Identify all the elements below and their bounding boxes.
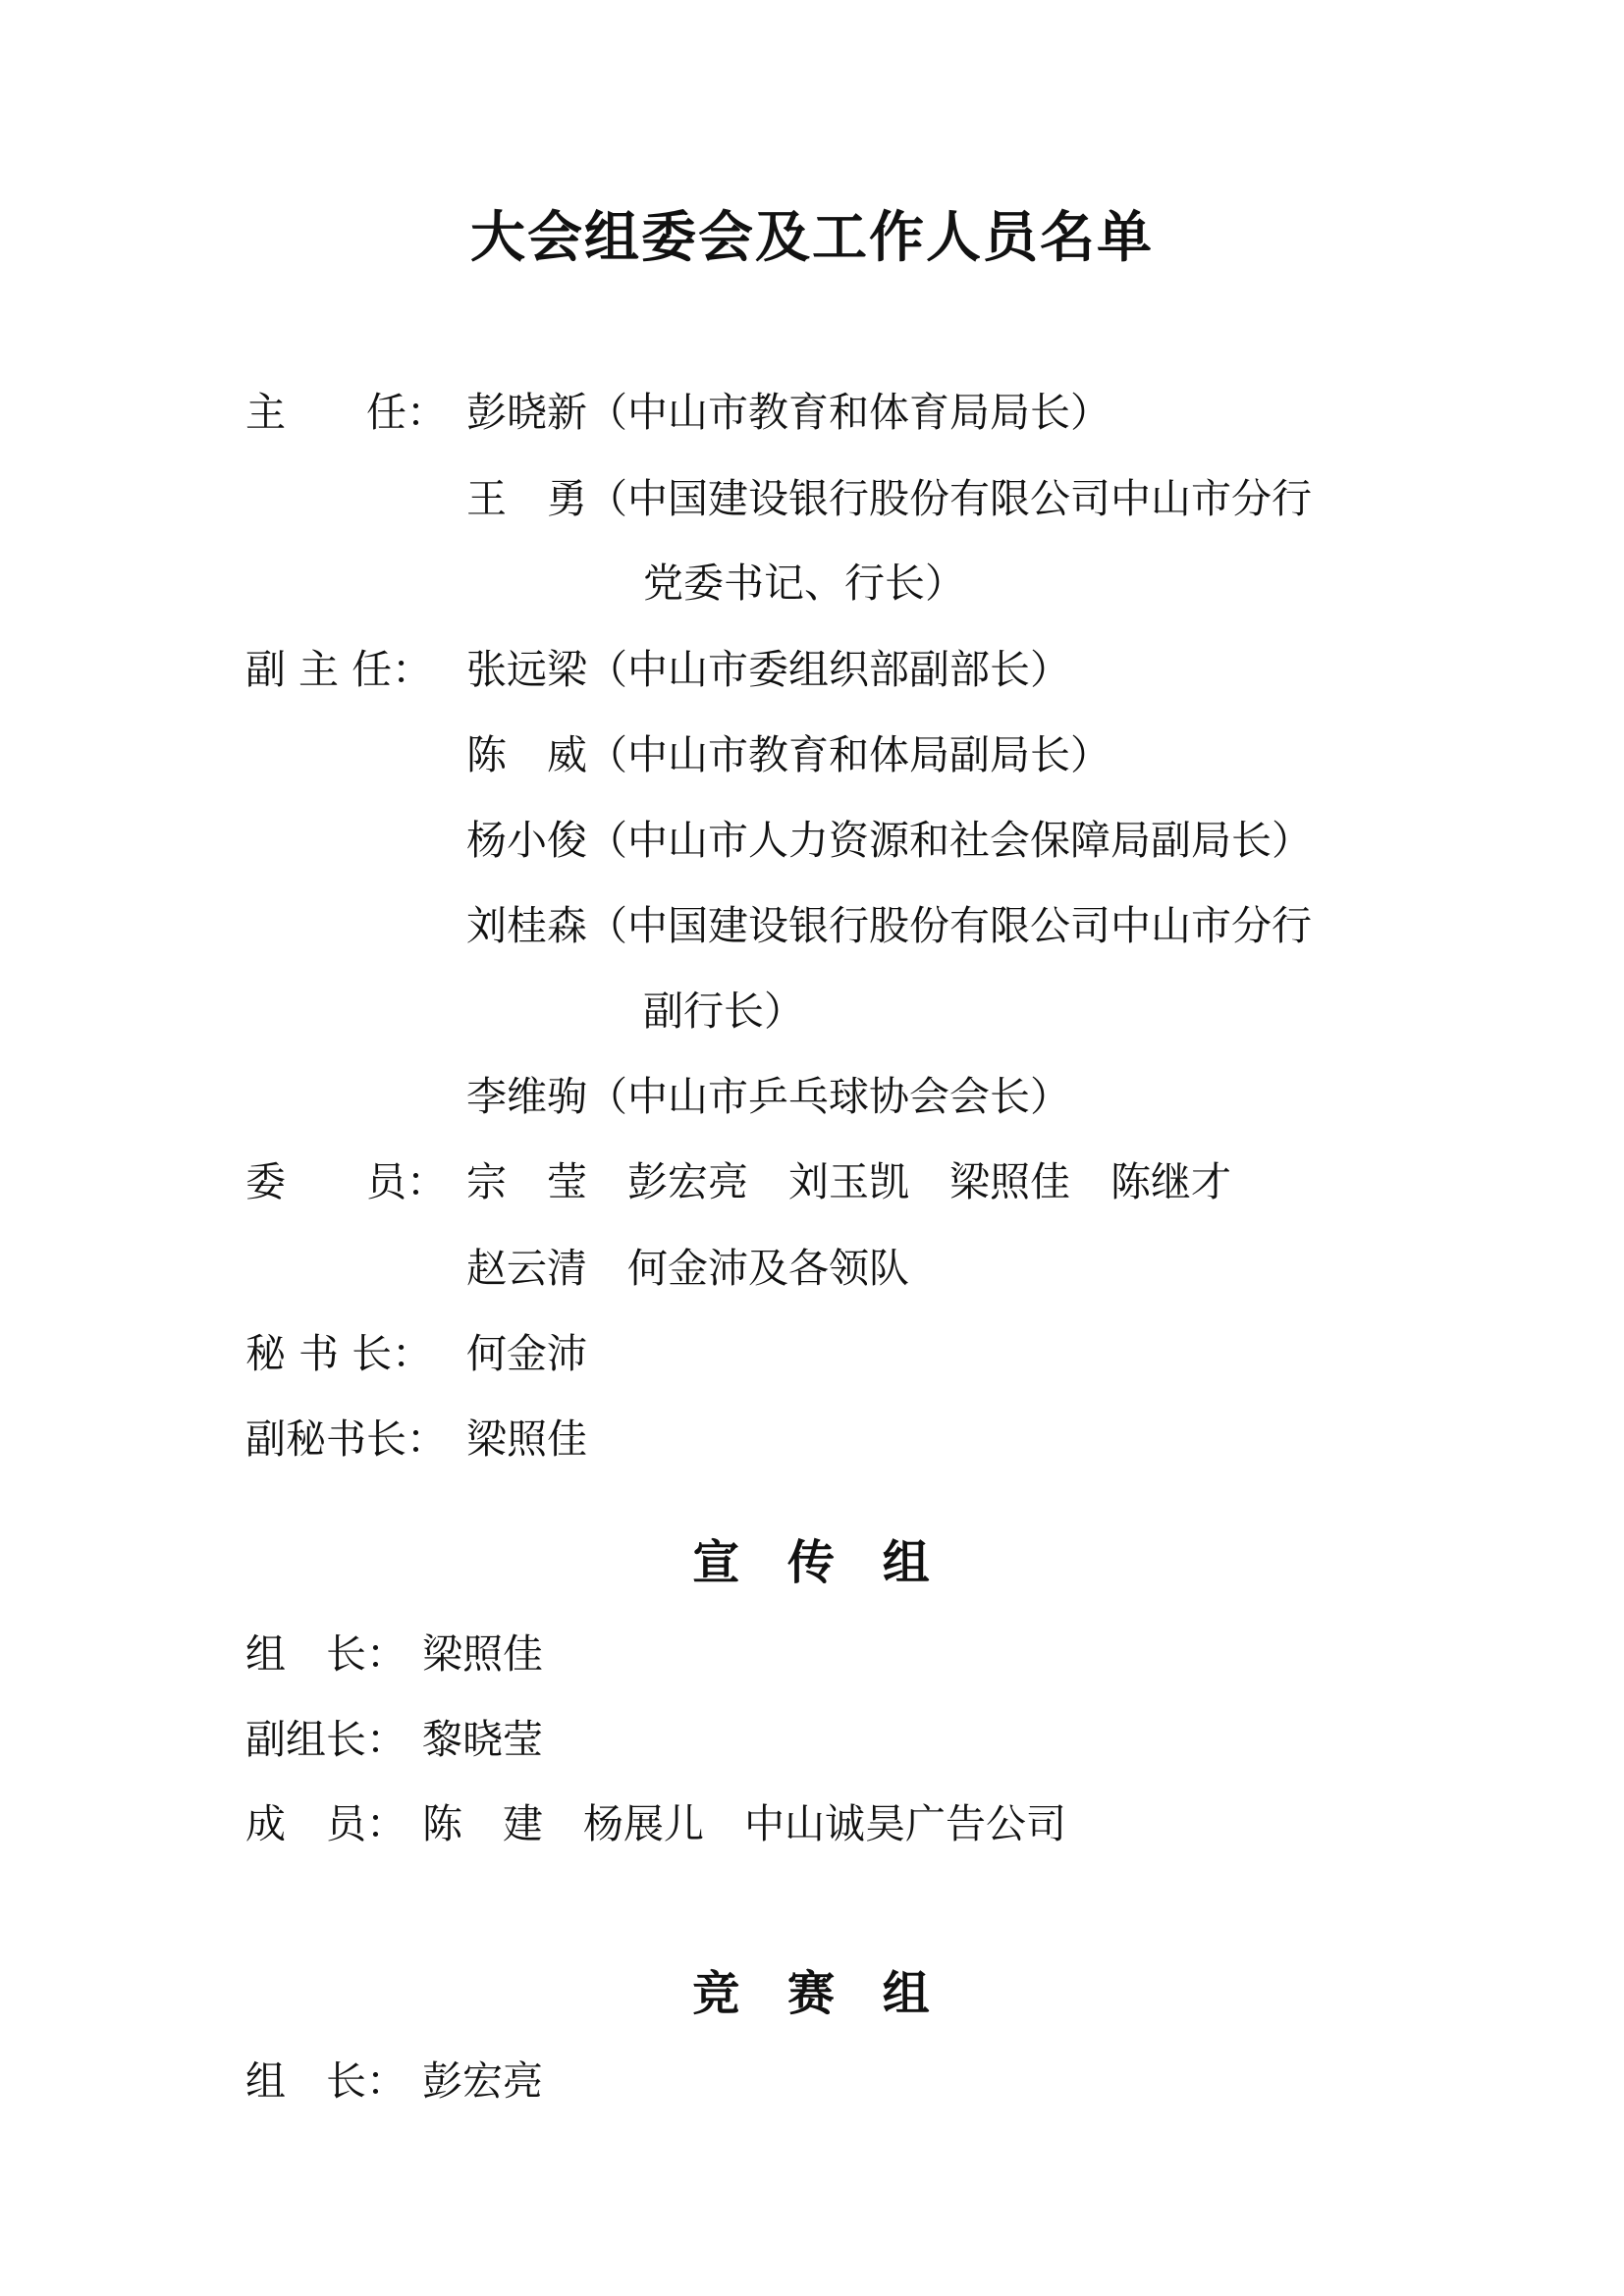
committee-deputy-row-6: [466, 1069, 1070, 1124]
deputy-secgen-name: 梁照佳: [466, 1415, 587, 1463]
committee-deputy-row-5: [643, 984, 804, 1039]
publicity-deputy-label: 副组长：: [245, 1716, 406, 1763]
director-2b: 党委书记、行长）: [643, 560, 965, 607]
publicity-members: 陈 建 杨展儿 中山诚昊广告公司: [422, 1800, 1066, 1847]
director-1: 彭晓新（中山市教育和体育局局长）: [466, 389, 1110, 436]
committee-deputy-row-4: [466, 898, 1312, 953]
deputy-1: 张远梁（中山市委组织部副部长）: [466, 646, 1070, 693]
publicity-members-row: [245, 1796, 1066, 1851]
committee-deputy-secgen-row: [245, 1412, 587, 1467]
deputy-3: 杨小俊（中山市人力资源和社会保障局副局长）: [466, 817, 1312, 864]
committee-director-row-1: [245, 385, 1110, 440]
deputy-5: 李维驹（中山市乒乓球协会会长）: [466, 1073, 1070, 1120]
page-title: 大会组委会及工作人员名单: [470, 206, 1154, 270]
publicity-leader-label: 组 长：: [245, 1630, 406, 1678]
committee-director-row-2: [466, 471, 1312, 526]
committee-director-row-3: [643, 556, 965, 611]
members-2: 赵云清 何金沛及各领队: [466, 1245, 909, 1292]
deputy-4b: 副行长）: [643, 988, 804, 1035]
publicity-members-label: 成 员：: [245, 1800, 406, 1847]
members-1: 宗 莹 彭宏亮 刘玉凯 梁照佳 陈继才: [466, 1158, 1231, 1205]
secgen-label: 秘 书 长：: [245, 1330, 433, 1377]
director-2a: 王 勇（中国建设银行股份有限公司中山市分行: [466, 475, 1312, 522]
deputy-2: 陈 威（中山市教育和体局副局长）: [466, 731, 1110, 778]
director-label: 主 任：: [245, 389, 447, 436]
publicity-leader-row: [245, 1627, 543, 1682]
competition-heading: 竞 赛 组: [692, 1966, 932, 2021]
members-label: 委 员：: [245, 1158, 447, 1205]
deputy-4a: 刘桂森（中国建设银行股份有限公司中山市分行: [466, 902, 1312, 949]
deputy-label: 副 主 任：: [245, 646, 433, 693]
committee-deputy-row-2: [466, 727, 1110, 782]
committee-secgen-row: [245, 1326, 587, 1381]
committee-deputy-row-3: [466, 813, 1312, 868]
competition-leader: 彭宏亮: [422, 2057, 543, 2105]
committee-members-row-2: [466, 1241, 909, 1296]
committee-deputy-row-1: [245, 642, 1070, 697]
publicity-leader: 梁照佳: [422, 1630, 543, 1678]
deputy-secgen-label: 副秘书长：: [245, 1415, 447, 1463]
secgen-name: 何金沛: [466, 1330, 587, 1377]
competition-leader-row: [245, 2054, 543, 2109]
competition-leader-label: 组 长：: [245, 2057, 406, 2105]
publicity-deputy: 黎晓莹: [422, 1716, 543, 1763]
committee-members-row-1: [245, 1154, 1231, 1209]
publicity-deputy-row: [245, 1712, 543, 1767]
publicity-heading: 宣 传 组: [692, 1535, 932, 1590]
